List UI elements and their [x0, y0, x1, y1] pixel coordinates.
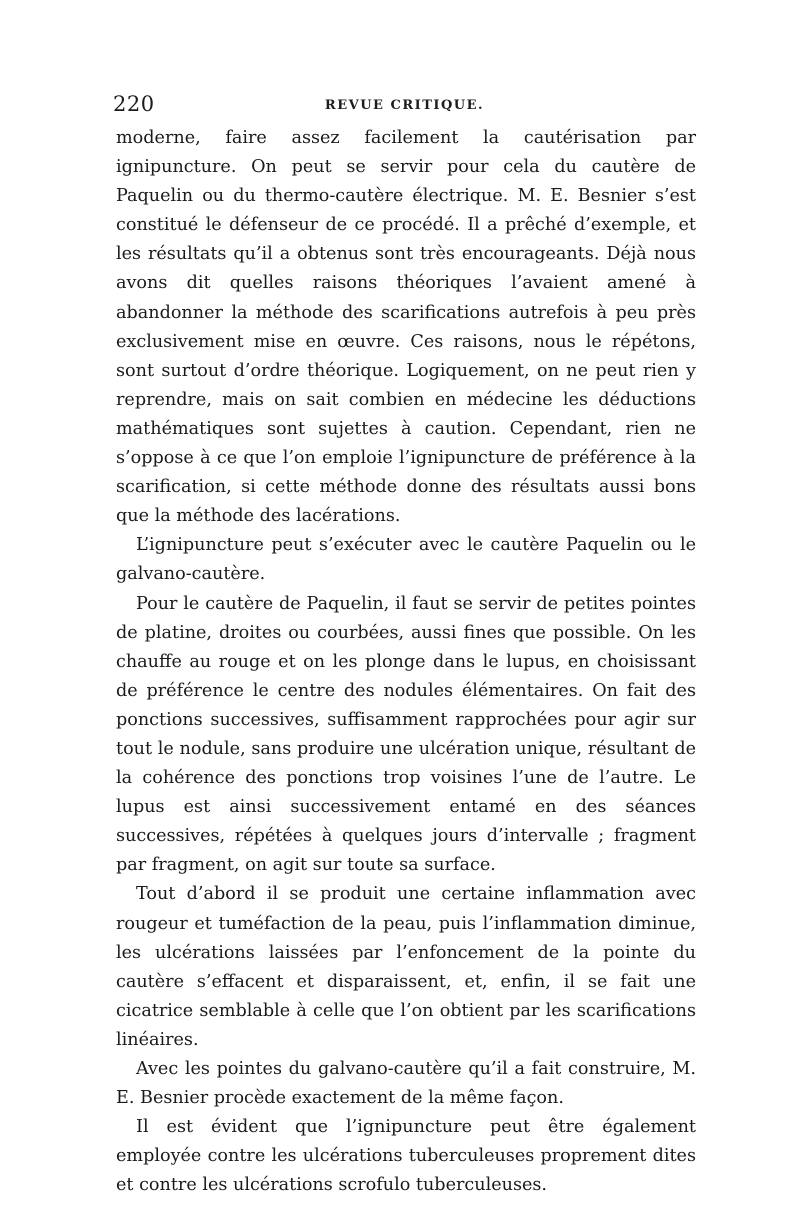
- paragraph-healing-process: Tout d’abord il se produit une certaine inflammation avec rougeur et tuméfaction de la peau, puis l’inflammation diminue, les ulcérations laissées par l’enfoncement de la pointe du cautère s’effacent et disparaissent, et, enfin, il se fait une cicatrice semblable à celle que l’on obtient par les scarifications linéaires.: [116, 884, 696, 1050]
- journal-title: REVUE CRITIQUE.: [324, 98, 485, 113]
- running-head: [113, 92, 696, 122]
- paragraph-ulcerations: Il est évident que l’ignipuncture peut être également employée contre les ulcérations tuberculeuses proprement dites et contre les ulcérations scrofulo tuberculeuses.: [116, 1117, 696, 1196]
- paragraph-paquelin-technique: Pour le cautère de Paquelin, il faut se servir de petites pointes de platine, droites ou courbées, aussi fines que possible. On les chauffe au rouge et on les plonge dans le lupus, en choisissant de préférence le centre des nodules élémentaires. On fait des ponctions successives, suffisamment rapprochées pour agir sur tout le nodule, sans produire une ulcération unique, résultant de la cohérence des ponctions trop voisines l’une de l’autre. Le lupus est ainsi successivement entamé en des séances successives, répétées à quelques jours d’intervalle ; fragment par fragment, on agit sur toute sa surface.: [116, 593, 696, 876]
- page-number: 220: [113, 92, 155, 116]
- paragraph-continued: moderne, faire assez facilement la cautérisation par ignipuncture. On peut se servir pour cela du cautère de Paquelin ou du thermo-cautère électrique. M. E. Besnier s’est constitué le défenseur de ce procédé. Il a prêché d’exemple, et les résultats qu’il a obtenus sont très encourageants. Déjà nous avons dit quelles raisons théoriques l’avaient amené à abandonner la méthode des scarifications autrefois à peu près exclusivement mise en œuvre. Ces raisons, nous le répétons, sont surtout d’ordre théorique. Logiquement, on ne peut rien y reprendre, mais on sait combien en médecine les déductions mathématiques sont sujettes à caution. Cependant, rien ne s’oppose à ce que l’on emploie l’ignipuncture de préférence à la scarification, si cette méthode donne des résultats aussi bons que la méthode des lacérations.: [116, 128, 696, 527]
- paragraph-ignipuncture-methods: L’ignipuncture peut s’exécuter avec le cautère Paquelin ou le galvano-cautère.: [116, 535, 696, 585]
- paragraph-galvano-cautere: Avec les pointes du galvano-cautère qu’il a fait construire, M. E. Besnier procède exactement de la même façon.: [116, 1059, 696, 1109]
- body-text: [116, 124, 696, 1200]
